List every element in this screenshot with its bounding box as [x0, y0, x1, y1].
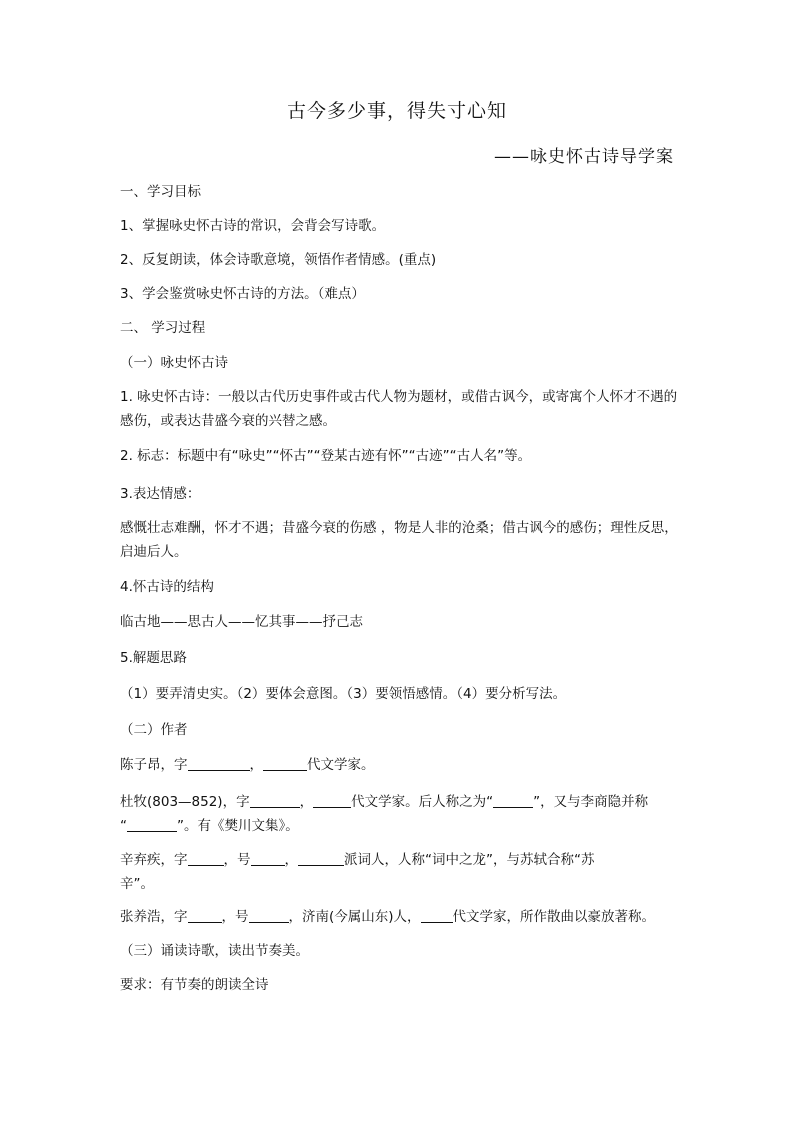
- part3-heading: （三）诵读诗歌，读出节奏美。: [120, 943, 309, 959]
- author-xin-text: 辛弃疾，字: [120, 852, 188, 868]
- document-subtitle: ——咏史怀古诗导学案: [494, 147, 674, 167]
- emotion-paragraph: 感慨壮志难酬，怀才不遇；昔盛今衰的伤感 ，物是人非的沧桑；借古讽今的感伤；理性反思，启迪后人。: [120, 520, 678, 560]
- author-zhang-text: 张养浩，字: [120, 909, 188, 925]
- author-xin-text: 派词人，人称“词中之龙”，与苏轼合称“苏: [344, 852, 595, 868]
- fill-blank[interactable]: [298, 850, 344, 866]
- author-du-text: “: [120, 818, 127, 834]
- section1-heading: 一、学习目标: [120, 184, 201, 200]
- part2-heading: （二）作者: [120, 722, 188, 738]
- goal-item: 2、反复朗读，体会诗歌意境，领悟作者情感。(重点): [120, 252, 437, 268]
- structure-text: 临古地——思古人——忆其事——抒己志: [120, 614, 363, 630]
- author-xin-text: ，: [284, 852, 298, 868]
- goal-item: 1、掌握咏史怀古诗的常识，会背会写诗歌。: [120, 218, 386, 234]
- author-du-text: ”。有《樊川文集》。: [177, 818, 299, 834]
- author-du-text: ，: [299, 794, 314, 810]
- fill-blank[interactable]: [188, 755, 250, 771]
- author-zhang-text: ，济南(今属山东)人，: [288, 909, 421, 925]
- fill-blank[interactable]: [188, 907, 222, 923]
- author-zhang-text: ，号: [221, 909, 249, 925]
- section2-heading: 二、 学习过程: [120, 320, 206, 336]
- author-xin-line-2: 辛”。: [120, 876, 154, 892]
- part1-heading: （一）咏史怀古诗: [120, 355, 228, 371]
- fill-blank[interactable]: [188, 850, 224, 866]
- fill-blank[interactable]: [421, 907, 453, 923]
- mark-paragraph: 2. 标志：标题中有“咏史”“怀古”“登某古迹有怀”“古迹”“古人名”等。: [120, 448, 532, 464]
- definition-paragraph: 1. 咏史怀古诗：一般以古代历史事件或古代人物为题材，或借古讽今，或寄寓个人怀才不遇的感伤，或表达昔盛今衰的兴替之感。: [120, 389, 678, 429]
- author-chen-text: ，: [249, 757, 263, 773]
- author-chen-text: 陈子昂，字: [120, 757, 188, 773]
- author-du-text: 杜牧(803—852)，字: [120, 794, 250, 810]
- author-chen-text: 代文学家。: [307, 757, 375, 773]
- emotion-heading: 3.表达情感：: [120, 486, 201, 502]
- fill-blank[interactable]: [263, 755, 307, 771]
- goal-item: 3、学会鉴赏咏史怀古诗的方法。（难点）: [120, 286, 365, 302]
- fill-blank[interactable]: [313, 792, 351, 808]
- approach-heading: 5.解题思路: [120, 650, 187, 666]
- fill-blank[interactable]: [249, 907, 289, 923]
- author-du-line: [120, 790, 680, 814]
- document-title: 古今多少事，得失寸心知: [286, 100, 507, 122]
- author-du-text: 代文学家。后人称之为“: [351, 794, 494, 810]
- structure-heading: 4.怀古诗的结构: [120, 579, 214, 595]
- author-du-text: ”，又与李商隐并称: [533, 794, 649, 810]
- fill-blank[interactable]: [493, 792, 533, 808]
- author-xin-text: ，号: [223, 852, 251, 868]
- author-du-line-2: [120, 814, 680, 838]
- fill-blank[interactable]: [250, 792, 300, 808]
- author-zhang-text: 代文学家，所作散曲以豪放著称。: [452, 909, 656, 925]
- fill-blank[interactable]: [251, 850, 285, 866]
- fill-blank[interactable]: [127, 816, 177, 832]
- author-chen-line: [120, 753, 680, 777]
- author-xin-line: [120, 848, 680, 872]
- approach-text: （1）要弄清史实。（2）要体会意图。（3）要领悟感情。（4）要分析写法。: [120, 686, 567, 702]
- part3-requirement: 要求：有节奏的朗读全诗: [120, 977, 269, 993]
- author-zhang-line: [120, 905, 680, 929]
